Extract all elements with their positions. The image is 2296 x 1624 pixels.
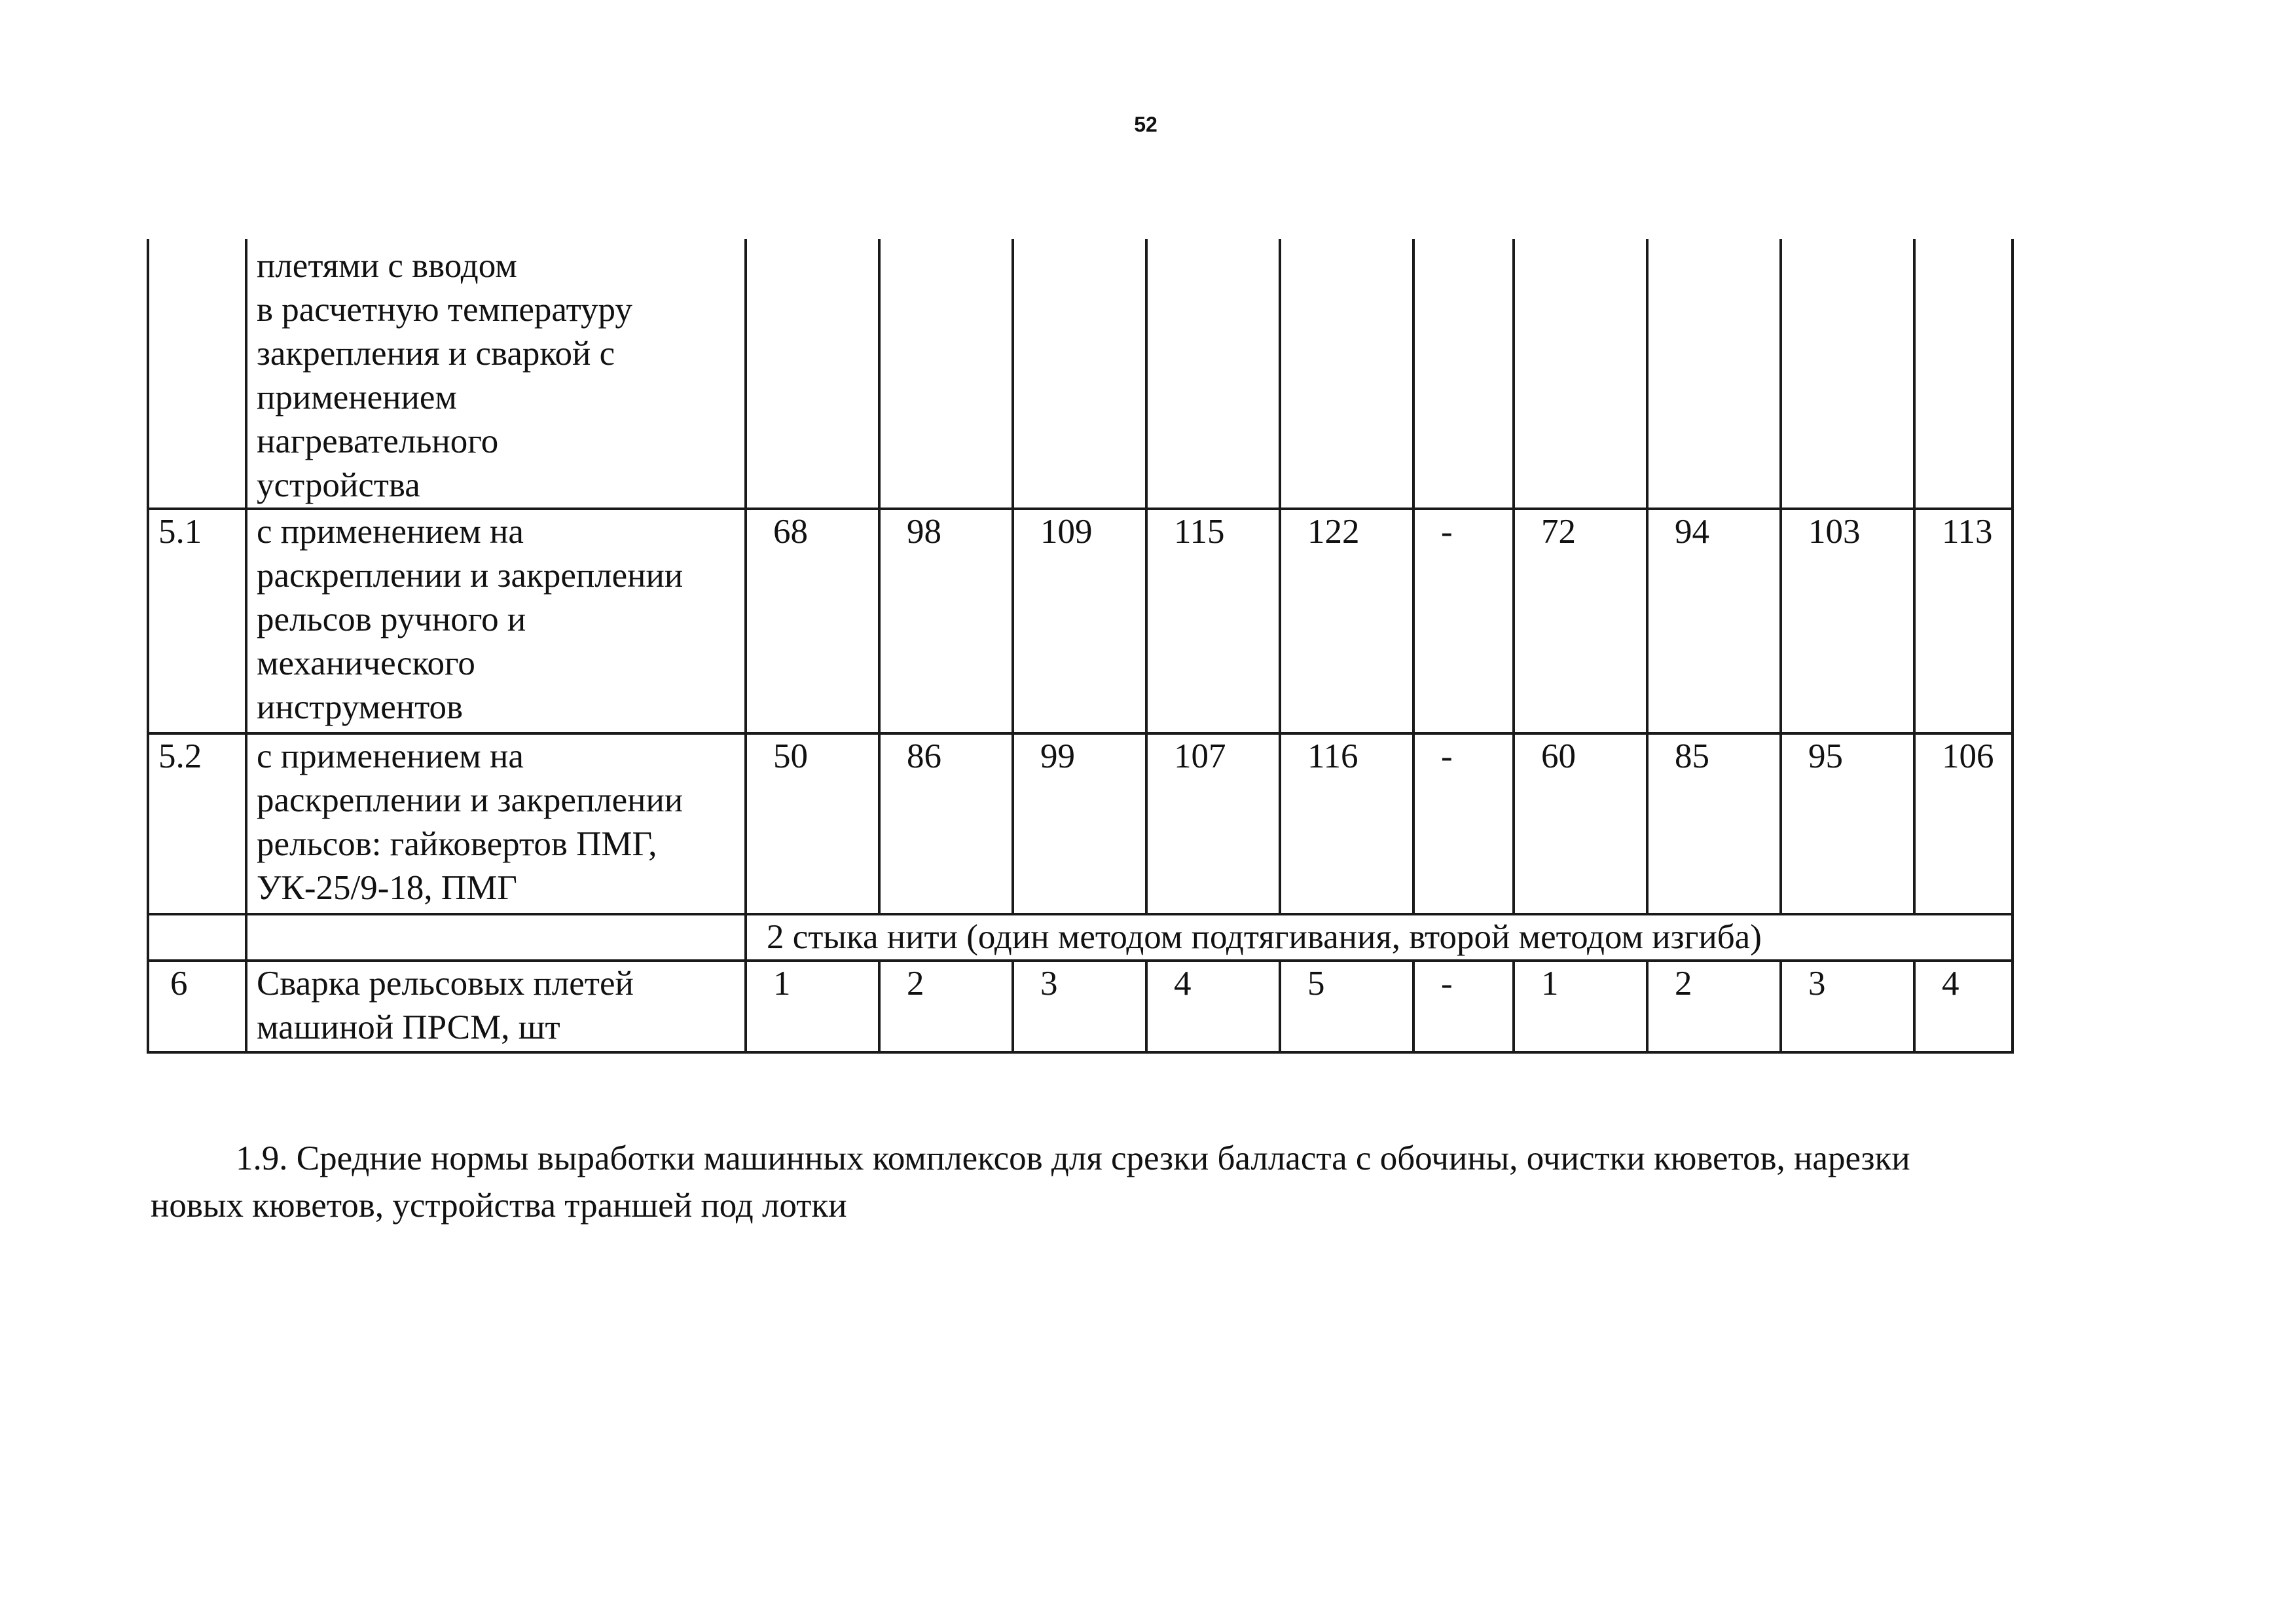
value-cell: 4: [1914, 961, 2013, 1052]
desc-line: с применением на: [257, 737, 524, 775]
desc-line: инструментов: [257, 688, 464, 726]
value-cell: 109: [1013, 509, 1146, 733]
note-cell: 2 стыка нити (один методом подтягивания, второй методом изгиба): [746, 914, 2013, 961]
value-cell: [1146, 239, 1280, 509]
value-cell: 2: [879, 961, 1013, 1052]
desc-line: с применением на: [257, 513, 524, 551]
row-description: [246, 733, 746, 914]
value-cell: 113: [1914, 509, 2013, 733]
paragraph-main-text: 1.9. Средние нормы выработки машинных комплексов для срезки балласта с обочины, очистки кюветов, нарезки: [236, 1139, 1910, 1177]
value-cell: [1514, 239, 1647, 509]
desc-line: нагревательного: [257, 422, 499, 460]
value-cell: 50: [746, 733, 879, 914]
value-cell: 98: [879, 509, 1013, 733]
value-cell: -: [1413, 509, 1514, 733]
row-description: [246, 239, 746, 509]
value-cell: 60: [1514, 733, 1647, 914]
table-row: [148, 961, 2013, 1052]
value-cell: [879, 239, 1013, 509]
desc-line: раскреплении и закреплении: [257, 781, 683, 819]
value-cell: [1013, 239, 1146, 509]
row-number: [148, 914, 246, 961]
row-description: [246, 914, 746, 961]
value-cell: 68: [746, 509, 879, 733]
value-cell: 94: [1647, 509, 1781, 733]
value-cell: 5: [1280, 961, 1413, 1052]
value-cell: 103: [1781, 509, 1914, 733]
desc-line: Сварка рельсовых плетей: [257, 965, 634, 1003]
row-number: 5.1: [148, 509, 246, 733]
value-cell: [1647, 239, 1781, 509]
desc-line: применением: [257, 378, 457, 416]
value-cell: 116: [1280, 733, 1413, 914]
paragraph-last-line: новых кюветов, устройства траншей под лотки: [151, 1187, 847, 1225]
value-cell: [1781, 239, 1914, 509]
value-cell: [1413, 239, 1514, 509]
value-cell: [746, 239, 879, 509]
desc-line: раскреплении и закреплении: [257, 557, 683, 595]
value-cell: -: [1413, 733, 1514, 914]
value-cell: 107: [1146, 733, 1280, 914]
table-row-continuation: [148, 239, 2013, 509]
value-cell: 3: [1013, 961, 1146, 1052]
desc-line: в расчетную температуру: [257, 291, 632, 329]
value-cell: 3: [1781, 961, 1914, 1052]
value-cell: 95: [1781, 733, 1914, 914]
value-cell: 72: [1514, 509, 1647, 733]
row-number: [148, 239, 246, 509]
value-cell: 2: [1647, 961, 1781, 1052]
value-cell: 1: [746, 961, 879, 1052]
value-cell: 4: [1146, 961, 1280, 1052]
desc-line: рельсов: гайковертов ПМГ,: [257, 825, 657, 863]
page-number: 52: [1134, 113, 1157, 136]
value-cell: -: [1413, 961, 1514, 1052]
norms-table: [147, 239, 2014, 1054]
table-row-note: [148, 914, 2013, 961]
desc-line: закрепления и сваркой с: [257, 335, 615, 373]
value-cell: 106: [1914, 733, 2013, 914]
row-number: 6: [148, 961, 246, 1052]
value-cell: 86: [879, 733, 1013, 914]
value-cell: 85: [1647, 733, 1781, 914]
section-paragraph: [151, 1135, 2157, 1229]
value-cell: 122: [1280, 509, 1413, 733]
table-row: [148, 509, 2013, 733]
row-description: [246, 509, 746, 733]
desc-line: рельсов ручного и: [257, 600, 526, 638]
desc-line: устройства: [257, 466, 420, 504]
value-cell: 99: [1013, 733, 1146, 914]
value-cell: [1280, 239, 1413, 509]
row-description: [246, 961, 746, 1052]
value-cell: 115: [1146, 509, 1280, 733]
desc-line: механического: [257, 644, 475, 682]
desc-line: машиной ПРСМ, шт: [257, 1008, 560, 1046]
desc-line: плетями с вводом: [257, 247, 517, 285]
table-row: [148, 733, 2013, 914]
value-cell: 1: [1514, 961, 1647, 1052]
value-cell: [1914, 239, 2013, 509]
desc-line: УК-25/9-18, ПМГ: [257, 869, 517, 907]
row-number: 5.2: [148, 733, 246, 914]
